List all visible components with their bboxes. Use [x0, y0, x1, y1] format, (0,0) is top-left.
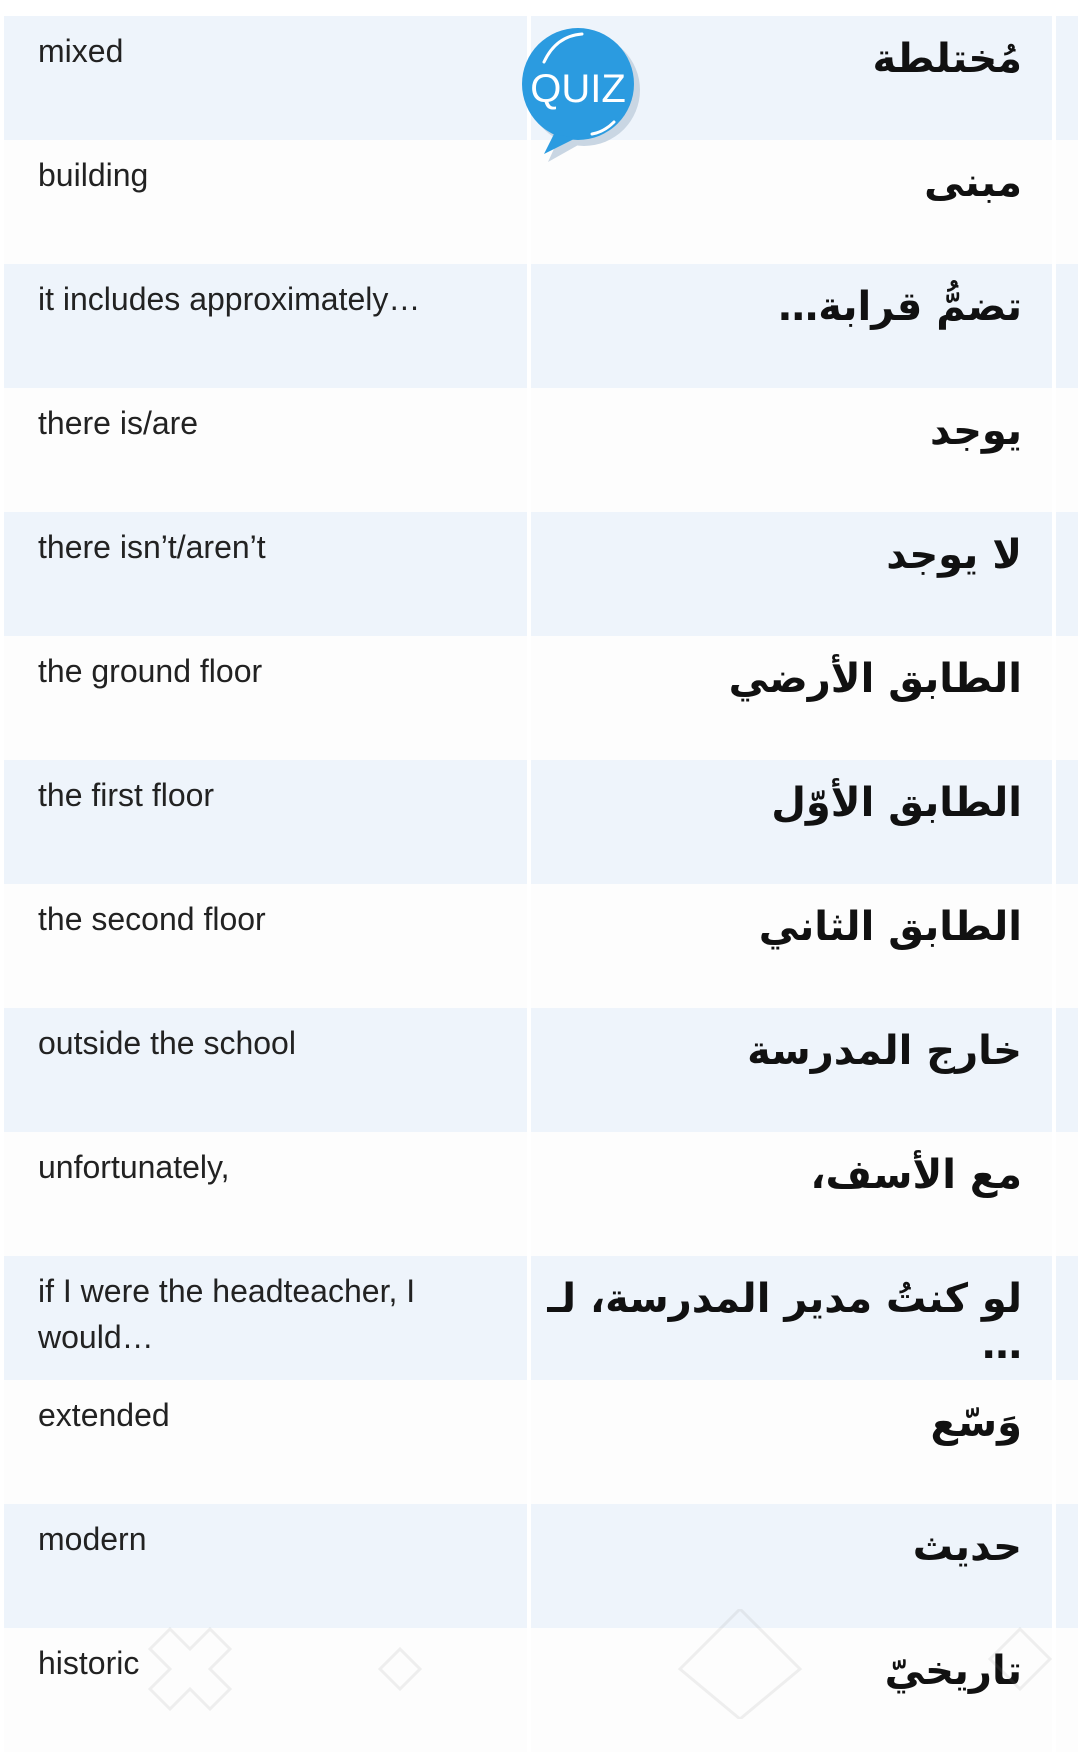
arabic-term: مُختلطة: [531, 16, 1056, 140]
row-edge: [1056, 388, 1078, 512]
row-edge: [1056, 1504, 1078, 1628]
row-edge: [1056, 140, 1078, 264]
row-edge: [1056, 1256, 1078, 1380]
row-edge: [1056, 884, 1078, 1008]
arabic-term: حديث: [531, 1504, 1056, 1628]
english-term: extended: [4, 1380, 531, 1504]
english-term: it includes approximately…: [4, 264, 531, 388]
arabic-term: تاريخيّ: [531, 1628, 1056, 1752]
arabic-term: لا يوجد: [531, 512, 1056, 636]
table-row: [4, 1256, 1086, 1380]
row-edge: [1056, 760, 1078, 884]
row-edge: [1056, 1132, 1078, 1256]
arabic-term: الطابق الأرضي: [531, 636, 1056, 760]
row-edge: [1056, 636, 1078, 760]
arabic-term: الطابق الثاني: [531, 884, 1056, 1008]
table-row: [4, 1628, 1086, 1752]
english-term: outside the school: [4, 1008, 531, 1132]
table-row: [4, 512, 1086, 636]
row-edge: [1056, 16, 1078, 140]
english-term: the first floor: [4, 760, 531, 884]
badge-label: QUIZ: [530, 67, 626, 111]
english-term: the second floor: [4, 884, 531, 1008]
quiz-badge-icon: [518, 22, 642, 162]
table-row: [4, 760, 1086, 884]
english-term: building: [4, 140, 531, 264]
table-row: [4, 1380, 1086, 1504]
table-row: [4, 388, 1086, 512]
table-row: [4, 1504, 1086, 1628]
english-term: unfortunately,: [4, 1132, 531, 1256]
english-term: historic: [4, 1628, 531, 1752]
english-term: there is/are: [4, 388, 531, 512]
row-edge: [1056, 1628, 1078, 1752]
row-edge: [1056, 1380, 1078, 1504]
vocabulary-table: [4, 16, 1086, 1752]
english-term: the ground floor: [4, 636, 531, 760]
arabic-term: الطابق الأوّل: [531, 760, 1056, 884]
table-row: [4, 636, 1086, 760]
english-term: if I were the headteacher, I would…: [4, 1256, 531, 1380]
table-row: [4, 884, 1086, 1008]
arabic-term: مع الأسف،: [531, 1132, 1056, 1256]
arabic-term: مبنى: [531, 140, 1056, 264]
english-term: there isn’t/aren’t: [4, 512, 531, 636]
table-row: [4, 264, 1086, 388]
table-row: [4, 1132, 1086, 1256]
english-term: mixed: [4, 16, 531, 140]
english-term: modern: [4, 1504, 531, 1628]
arabic-term: خارج المدرسة: [531, 1008, 1056, 1132]
arabic-term: وَسّع: [531, 1380, 1056, 1504]
row-edge: [1056, 512, 1078, 636]
arabic-term: لو كنتُ مدير المدرسة، لـ …: [531, 1256, 1056, 1380]
arabic-term: تضمُّ قرابة…: [531, 264, 1056, 388]
arabic-term: يوجد: [531, 388, 1056, 512]
table-row: [4, 1008, 1086, 1132]
row-edge: [1056, 1008, 1078, 1132]
row-edge: [1056, 264, 1078, 388]
